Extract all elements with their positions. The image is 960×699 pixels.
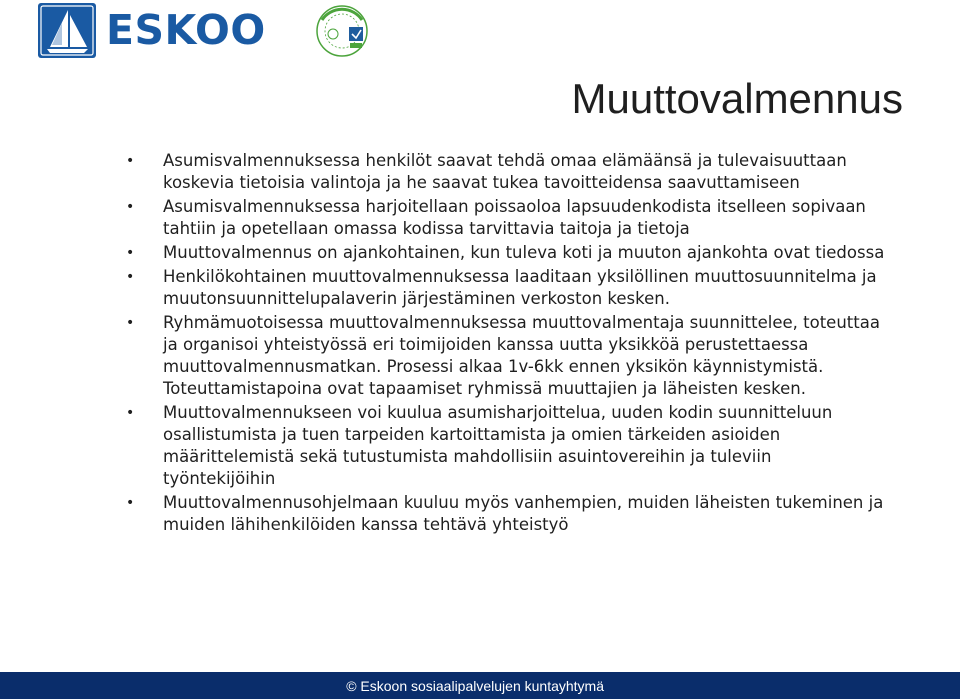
bullet-text: Ryhmämuotoisessa muuttovalmennuksessa muuttovalmentaja suunnittelee, toteuttaa ja organisoi yhteistyössä eri toimijoiden kanssa uutta yksikköä perustettaessa muuttovalmennusmatkan. Prosessi alkaa 1v-6kk ennen yksikön käynnistymistä. Toteuttamistapoina ovat tapaamiset ryhmissä muuttajien ja läheisten kesken. (163, 313, 880, 398)
bullet-dot: • (126, 199, 135, 215)
bullet-item (126, 150, 886, 194)
bullet-item (126, 312, 886, 400)
bullet-text: Asumisvalmennuksessa henkilöt saavat tehdä omaa elämäänsä ja tulevaisuuttaan koskevia tietoisia valintoja ja he saavat tukea tavoitteidensa saavuttamiseen (163, 151, 847, 192)
bullet-dot: • (126, 245, 135, 261)
eskoo-sail-icon (38, 3, 96, 58)
bullet-item (126, 266, 886, 310)
bullet-text: Asumisvalmennuksessa harjoitellaan poissaoloa lapsuudenkodista itselleen sopivaan tahtiin ja opetellaan omassa kodissa tarvittavia taitoja ja tietoja (163, 197, 866, 238)
bullet-text: Muuttovalmennus on ajankohtainen, kun tuleva koti ja muuton ajankohta ovat tiedossa (163, 243, 885, 262)
bullet-list (126, 150, 886, 536)
bullet-text: Muuttovalmennukseen voi kuulua asumisharjoittelua, uuden kodin suunnitteluun osallistumista ja tuen tarpeiden kartoittamista ja omien tärkeiden asioiden määrittelemistä sekä tutustumista mahdollisiin asuintovereihin ja tuleviin työntekijöihin (163, 403, 833, 488)
footer-bar (0, 672, 960, 699)
bullet-text: Henkilökohtainen muuttovalmennuksessa laaditaan yksilöllinen muuttosuunnitelma ja muutonsuunnittelupalaverin järjestäminen verkoston kesken. (163, 267, 877, 308)
slide-title: Muuttovalmennus (571, 75, 903, 122)
bullet-text: Muuttovalmennusohjelmaan kuuluu myös vanhempien, muiden läheisten tukeminen ja muiden lähihenkilöiden kanssa tehtävä yhteistyö (163, 493, 884, 534)
bullet-item (126, 242, 886, 264)
bullet-dot: • (126, 315, 135, 331)
eskoo-logo (38, 3, 266, 58)
bullet-dot: • (126, 153, 135, 169)
bullet-item (126, 492, 886, 536)
bullet-dot: • (126, 495, 135, 511)
bullet-dot: • (126, 269, 135, 285)
bullet-item (126, 402, 886, 490)
bullet-dot: • (126, 405, 135, 421)
certification-seal-icon (308, 4, 376, 58)
bullet-item (126, 196, 886, 240)
footer-copyright: © Eskoon sosiaalipalvelujen kuntayhtymä (346, 677, 604, 694)
brand-name: ESKOO (106, 6, 266, 54)
